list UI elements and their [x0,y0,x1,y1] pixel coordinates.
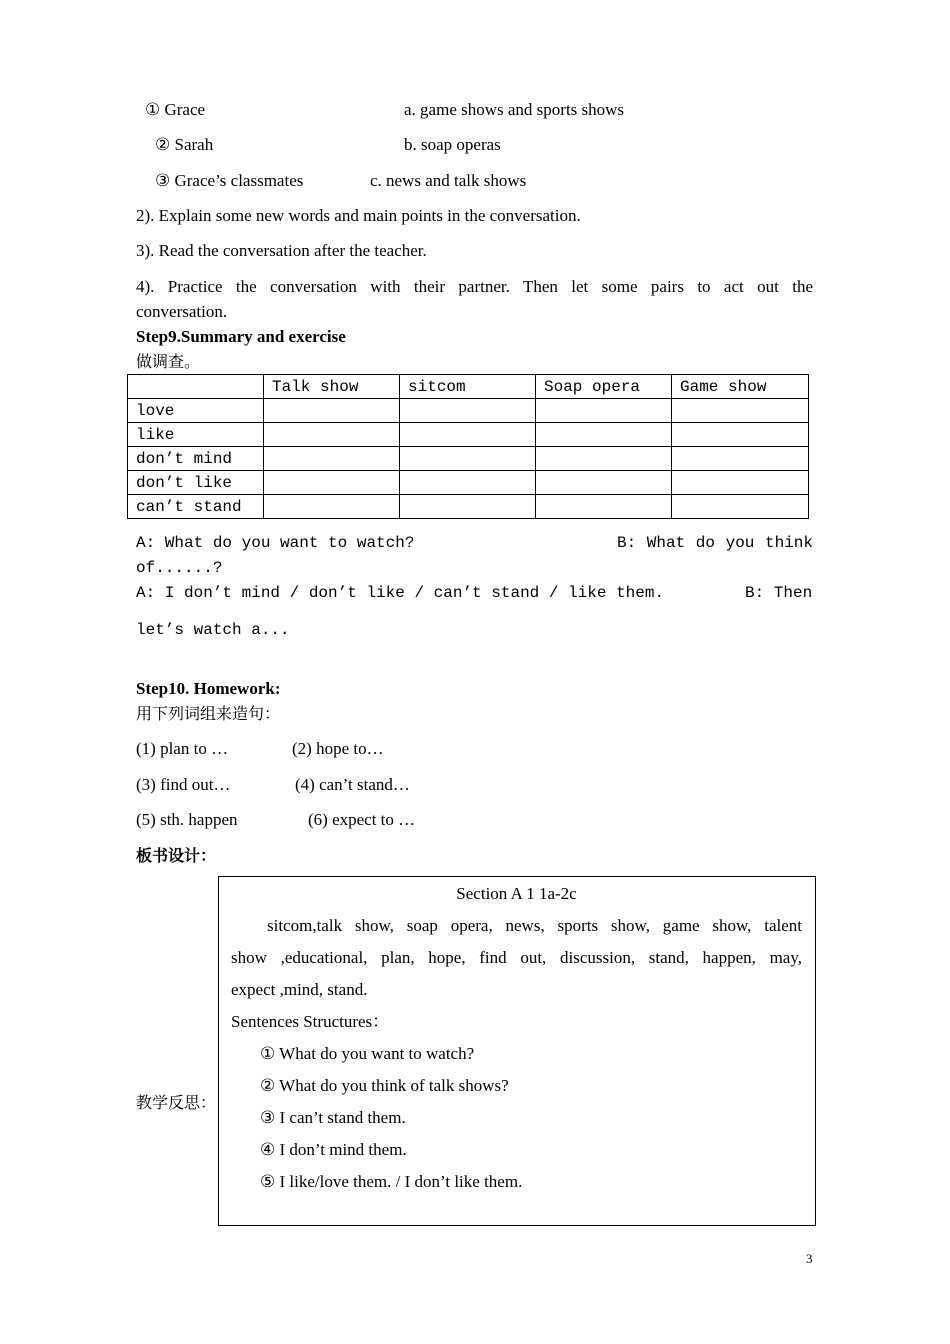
board-box [218,876,816,1226]
table-row [128,399,809,423]
table-cell [536,495,672,519]
table-row-label: like [128,423,264,447]
homework-item: (6) expect to … [308,810,416,829]
board-structures-label: Sentences Structures： [231,1012,390,1031]
homework-item: (5) sth. happen [136,810,238,829]
table-row [128,423,809,447]
table-cell [536,423,672,447]
table-cell [400,423,536,447]
dialog-b1: B: What do you think [617,534,813,552]
homework-item: (4) can’t stand… [295,775,410,794]
board-vocab-line: expect ,mind, stand. [231,980,368,999]
table-cell [536,447,672,471]
match-right-b: b. soap operas [404,135,501,154]
step-4-text: 4). Practice the conversation with their partner. Then let some pairs to act out the [136,277,813,296]
table-cell [264,471,400,495]
table-cell [400,447,536,471]
step10-subtitle: 用下列词组来造句： [136,704,281,723]
board-title: Section A 1 1a-2c [456,884,577,903]
table-cell [536,399,672,423]
table-cell [264,423,400,447]
table-header-row [128,375,809,399]
board-sentence: ① What do you want to watch? [260,1044,475,1063]
match-left-3: ③ Grace’s classmates [155,171,304,190]
table-cell [536,471,672,495]
board-sentence: ② What do you think of talk shows? [260,1076,509,1095]
dialog-b2: B: Then [745,584,813,602]
table-row-label: love [128,399,264,423]
match-left-1: ① Grace [145,100,206,119]
homework-item: (1) plan to … [136,739,229,758]
table-header-cell [128,375,264,399]
step9-subtitle: 做调查。 [136,352,201,371]
table-cell [400,471,536,495]
homework-item: (3) find out… [136,775,231,794]
dialog-a2: A: I don’t mind / don’t like / can’t stand / like them. [136,584,665,602]
step-4-text-cont: conversation. [136,302,228,321]
table-cell [264,447,400,471]
page-number: 3 [806,1251,813,1266]
table-row [128,447,809,471]
table-cell [400,495,536,519]
board-sentence: ④ I don’t mind them. [260,1140,407,1159]
homework-item: (2) hope to… [292,739,384,758]
table-row-label: don’t mind [128,447,264,471]
dialog-b1-cont: of......? [136,559,223,577]
board-vocab-line: show ,educational, plan, hope, find out, discussion, stand, happen, may, [231,948,802,967]
table-header-cell: Talk show [264,375,400,399]
table-row-label: don’t like [128,471,264,495]
table-cell [672,423,809,447]
match-left-2: ② Sarah [155,135,214,154]
table-header-cell: Game show [672,375,809,399]
table-cell [672,471,809,495]
board-sentence: ③ I can’t stand them. [260,1108,406,1127]
dialog-b2-cont: let’s watch a... [136,621,290,639]
match-right-a: a. game shows and sports shows [404,100,625,119]
table-cell [264,399,400,423]
board-label: 板书设计： [136,846,217,865]
step-3-text: 3). Read the conversation after the teacher. [136,241,427,260]
table-cell [672,495,809,519]
table-row [128,495,809,519]
table-cell [400,399,536,423]
table-header-cell: sitcom [400,375,536,399]
table-row [128,471,809,495]
table-cell [672,447,809,471]
step9-title: Step9.Summary and exercise [136,327,346,346]
step-2-text: 2). Explain some new words and main points in the conversation. [136,206,581,225]
match-right-c: c. news and talk shows [370,171,527,190]
reflection-label: 教学反思： [136,1093,217,1112]
board-vocab-line: sitcom,talk show, soap opera, news, sports show, game show, talent [267,916,802,935]
table-row-label: can’t stand [128,495,264,519]
table-header-cell: Soap opera [536,375,672,399]
board-sentence: ⑤ I like/love them. / I don’t like them. [260,1172,523,1191]
table-cell [264,495,400,519]
survey-table [127,374,809,519]
step10-title: Step10. Homework: [136,679,281,698]
dialog-a1: A: What do you want to watch? [136,534,415,552]
table-cell [672,399,809,423]
